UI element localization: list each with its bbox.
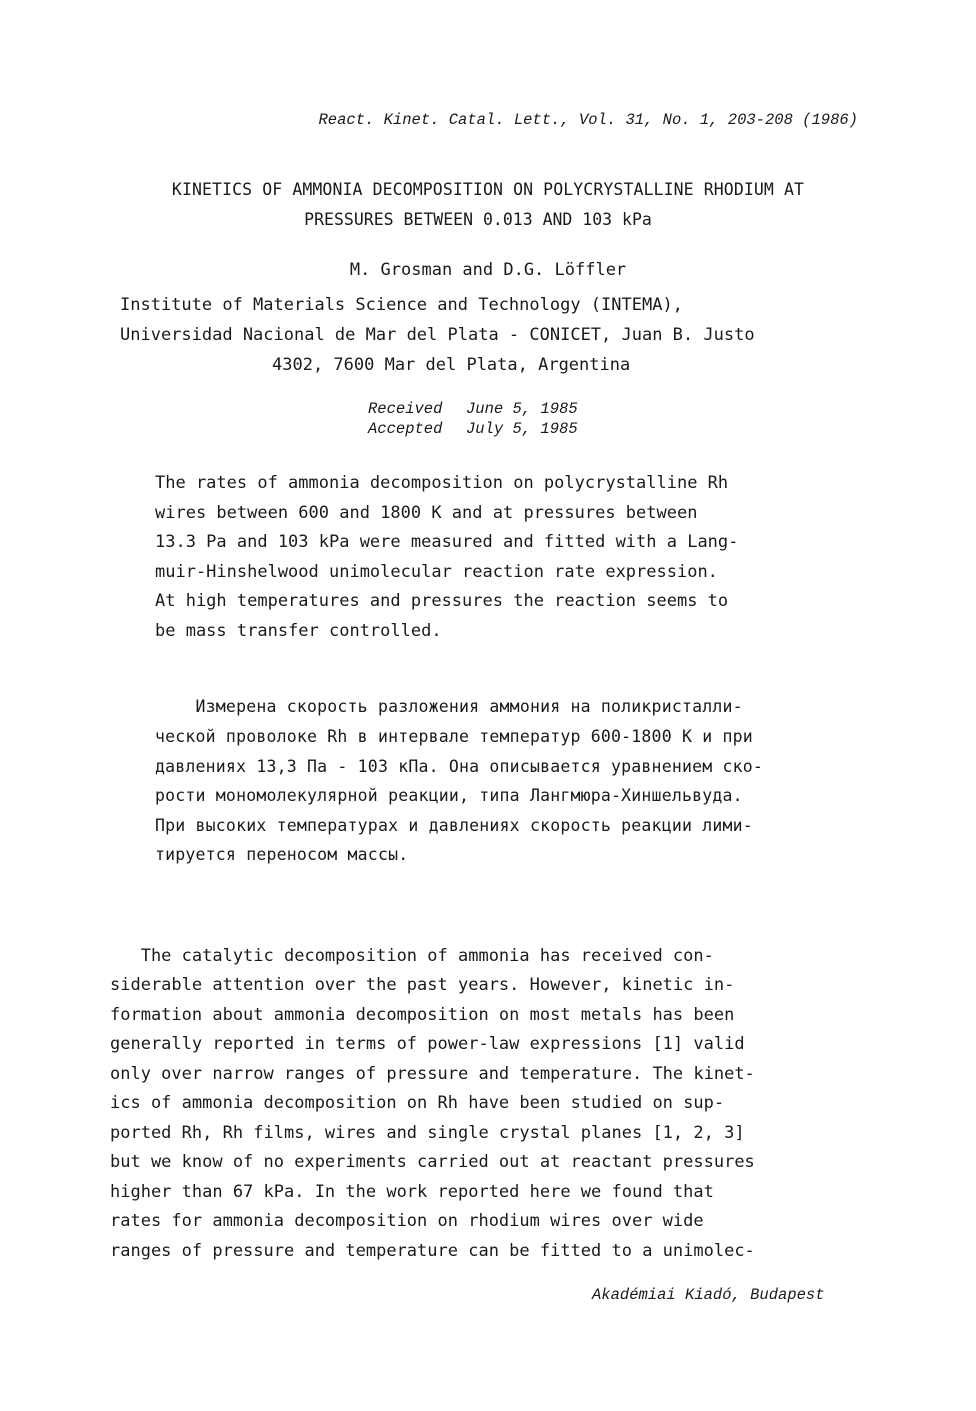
abstract-en-line: be mass transfer controlled. bbox=[155, 621, 442, 641]
body-line: siderable attention over the past years. However, kinetic in- bbox=[110, 975, 735, 995]
abstract-ru-line: рости мономолекулярной реакции, типа Лангмюра-Хиншельвуда. bbox=[155, 786, 743, 805]
abstract-ru-line: ческой проволоке Rh в интервале температур 600-1800 K и при bbox=[155, 727, 753, 746]
accepted-date: July 5, 1985 bbox=[466, 420, 578, 438]
body-line: only over narrow ranges of pressure and temperature. The kinet- bbox=[110, 1064, 755, 1084]
body-line: but we know of no experiments carried out at reactant pressures bbox=[110, 1152, 755, 1172]
abstract-en-line: wires between 600 and 1800 K and at pressures between bbox=[155, 503, 698, 523]
accepted-label: Accepted bbox=[368, 420, 443, 438]
affiliation-line-2: Universidad Nacional de Mar del Plata - CONICET, Juan B. Justo bbox=[120, 325, 755, 345]
body-line: ported Rh, Rh films, wires and single crystal planes [1, 2, 3] bbox=[110, 1123, 745, 1143]
abstract-en-line: 13.3 Pa and 103 kPa were measured and fitted with a Lang- bbox=[155, 532, 739, 552]
abstract-ru-line: тируется переносом массы. bbox=[155, 845, 409, 864]
abstract-ru-line: Измерена скорость разложения аммония на поликристалли- bbox=[155, 697, 743, 716]
abstract-ru-line: При высоких температурах и давлениях скорость реакции лими- bbox=[155, 816, 753, 835]
affiliation-line-1: Institute of Materials Science and Technology (INTEMA), bbox=[120, 295, 683, 315]
title-line-1: KINETICS OF AMMONIA DECOMPOSITION ON POLYCRYSTALLINE RHODIUM AT bbox=[171, 180, 805, 199]
abstract-en-line: The rates of ammonia decomposition on polycrystalline Rh bbox=[155, 473, 729, 493]
body-line: formation about ammonia decomposition on most metals has been bbox=[110, 1005, 735, 1025]
title-line-2: PRESSURES BETWEEN 0.013 AND 103 kPa bbox=[304, 210, 652, 229]
abstract-ru-line: давлениях 13,3 Па - 103 кПа. Она описывается уравнением ско- bbox=[155, 757, 764, 776]
header-citation: React. Kinet. Catal. Lett., Vol. 31, No. 1, 203-208 (1986) bbox=[318, 111, 858, 129]
body-line: higher than 67 kPa. In the work reported here we found that bbox=[110, 1182, 714, 1202]
body-line: rates for ammonia decomposition on rhodium wires over wide bbox=[110, 1211, 704, 1231]
body-line: ranges of pressure and temperature can be fitted to a unimolec- bbox=[110, 1241, 755, 1261]
footer-publisher: Akadémiai Kiadó, Budapest bbox=[592, 1286, 825, 1304]
received-label: Received bbox=[368, 400, 443, 418]
affiliation-line-3: 4302, 7600 Mar del Plata, Argentina bbox=[272, 355, 631, 375]
body-line: The catalytic decomposition of ammonia has received con- bbox=[110, 946, 714, 966]
abstract-en-line: muir-Hinshelwood unimolecular reaction rate expression. bbox=[155, 562, 718, 582]
abstract-en-line: At high temperatures and pressures the reaction seems to bbox=[155, 591, 729, 611]
received-date: June 5, 1985 bbox=[466, 400, 578, 418]
authors: M. Grosman and D.G. Löffler bbox=[349, 260, 627, 280]
body-line: generally reported in terms of power-law expressions [1] valid bbox=[110, 1034, 745, 1054]
body-line: ics of ammonia decomposition on Rh have been studied on sup- bbox=[110, 1093, 725, 1113]
